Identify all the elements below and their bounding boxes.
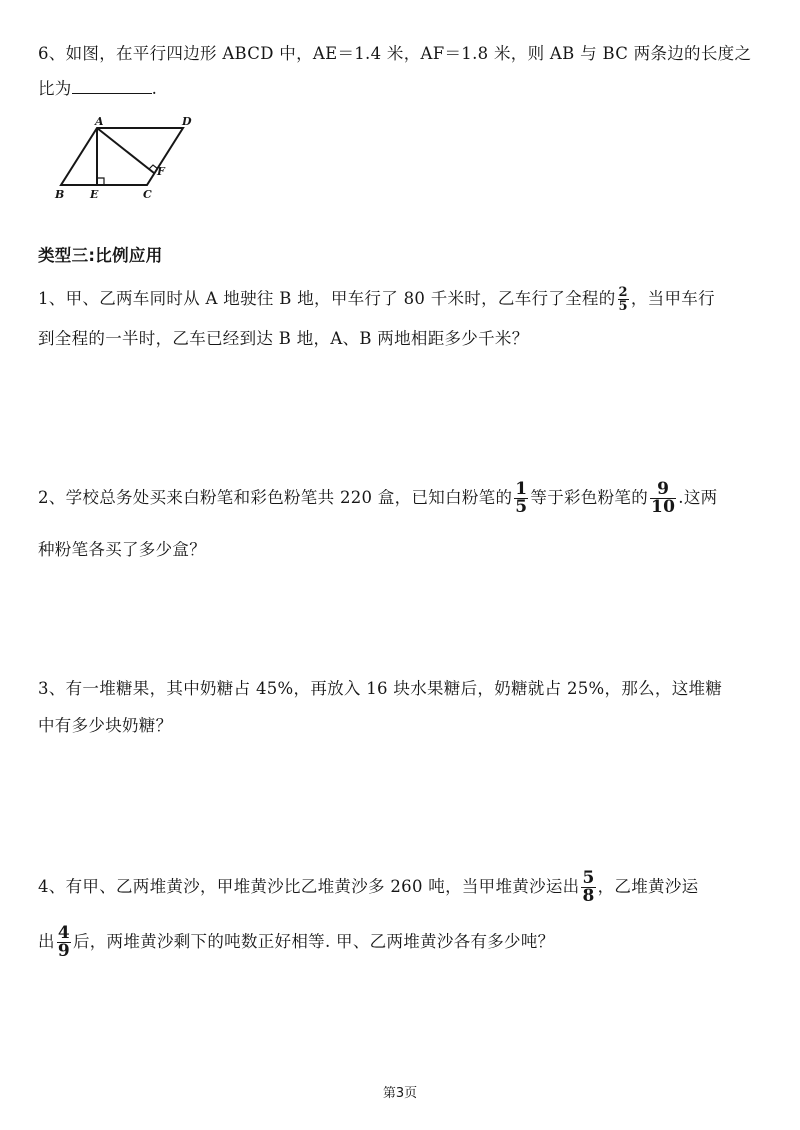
fraction-4-9	[57, 925, 71, 960]
p2-line1-mid: 等于彩色粉笔的	[530, 488, 649, 507]
p2-line2: 种粉笔各买了多少盒？	[38, 540, 206, 559]
p2-line1	[38, 481, 717, 516]
fraction-numerator: 9	[657, 479, 670, 499]
parallelogram-figure	[45, 115, 205, 205]
p4-line2-suffix: 后，两堆黄沙剩下的吨数正好相等. 甲、乙两堆黄沙各有多少吨？	[72, 932, 555, 951]
p2-line1-prefix: 2、学校总务处买来白粉笔和彩色粉笔共 220 盒，已知白粉笔的	[38, 488, 513, 507]
p2-line1-suffix: .这两	[678, 488, 718, 507]
p4-line1-suffix: ，乙堆黄沙运	[597, 877, 699, 896]
label-d: D	[182, 115, 192, 128]
section-title: 类型三:比例应用	[38, 246, 163, 265]
fraction-denominator: 10	[651, 497, 676, 517]
height-af	[97, 128, 154, 173]
q6-line2-prefix: 比为	[38, 79, 72, 98]
fraction-1-5	[514, 481, 528, 516]
fraction-denominator: 5	[515, 497, 528, 517]
label-e: E	[90, 188, 99, 201]
fraction-numerator: 4	[57, 923, 70, 943]
fraction-denominator: 8	[582, 886, 595, 906]
fraction-numerator: 5	[582, 868, 595, 888]
right-angle-e	[97, 178, 104, 185]
q6-line2-suffix: .	[151, 79, 158, 98]
label-f: F	[157, 165, 165, 178]
q6-line2	[38, 77, 157, 101]
p3-line1: 3、有一堆糖果，其中奶糖占 45%，再放入 16 块水果糖后，奶糖就占 25%，那么，这堆糖	[38, 679, 723, 698]
q6-line1: 6、如图，在平行四边形 ABCD 中，AE＝1.4 米，AF＝1.8 米，则 AB 与 BC 两条边的长度之	[38, 44, 752, 63]
p1-line2: 到全程的一半时，乙车已经到达 B 地，A、B 两地相距多少千米？	[38, 329, 529, 348]
p1-line1-suffix: ，当甲车行	[630, 289, 715, 308]
answer-blank	[72, 77, 152, 94]
page-number: 第3页	[382, 1086, 418, 1101]
p4-line1-prefix: 4、有甲、乙两堆黄沙，甲堆黄沙比乙堆黄沙多 260 吨，当甲堆黄沙运出	[38, 877, 580, 896]
fraction-denominator: 9	[57, 941, 70, 961]
fraction-9-10	[650, 481, 676, 516]
fraction-denominator: 5	[618, 299, 628, 314]
label-c: C	[143, 188, 152, 201]
p4-line2	[38, 925, 554, 960]
label-a: A	[95, 115, 104, 128]
fraction-numerator: 2	[618, 285, 628, 300]
p1-line1-prefix: 1、甲、乙两车同时从 A 地驶往 B 地，甲车行了 80 千米时，乙车行了全程的	[38, 289, 616, 308]
fraction-2-5	[618, 286, 629, 313]
label-b: B	[55, 188, 65, 201]
p3-line2: 中有多少块奶糖？	[38, 716, 173, 735]
p4-line1	[38, 870, 698, 905]
fraction-5-8	[581, 870, 595, 905]
p1-line1	[38, 286, 715, 313]
p4-line2-prefix: 出	[38, 932, 55, 951]
fraction-numerator: 1	[515, 479, 528, 499]
